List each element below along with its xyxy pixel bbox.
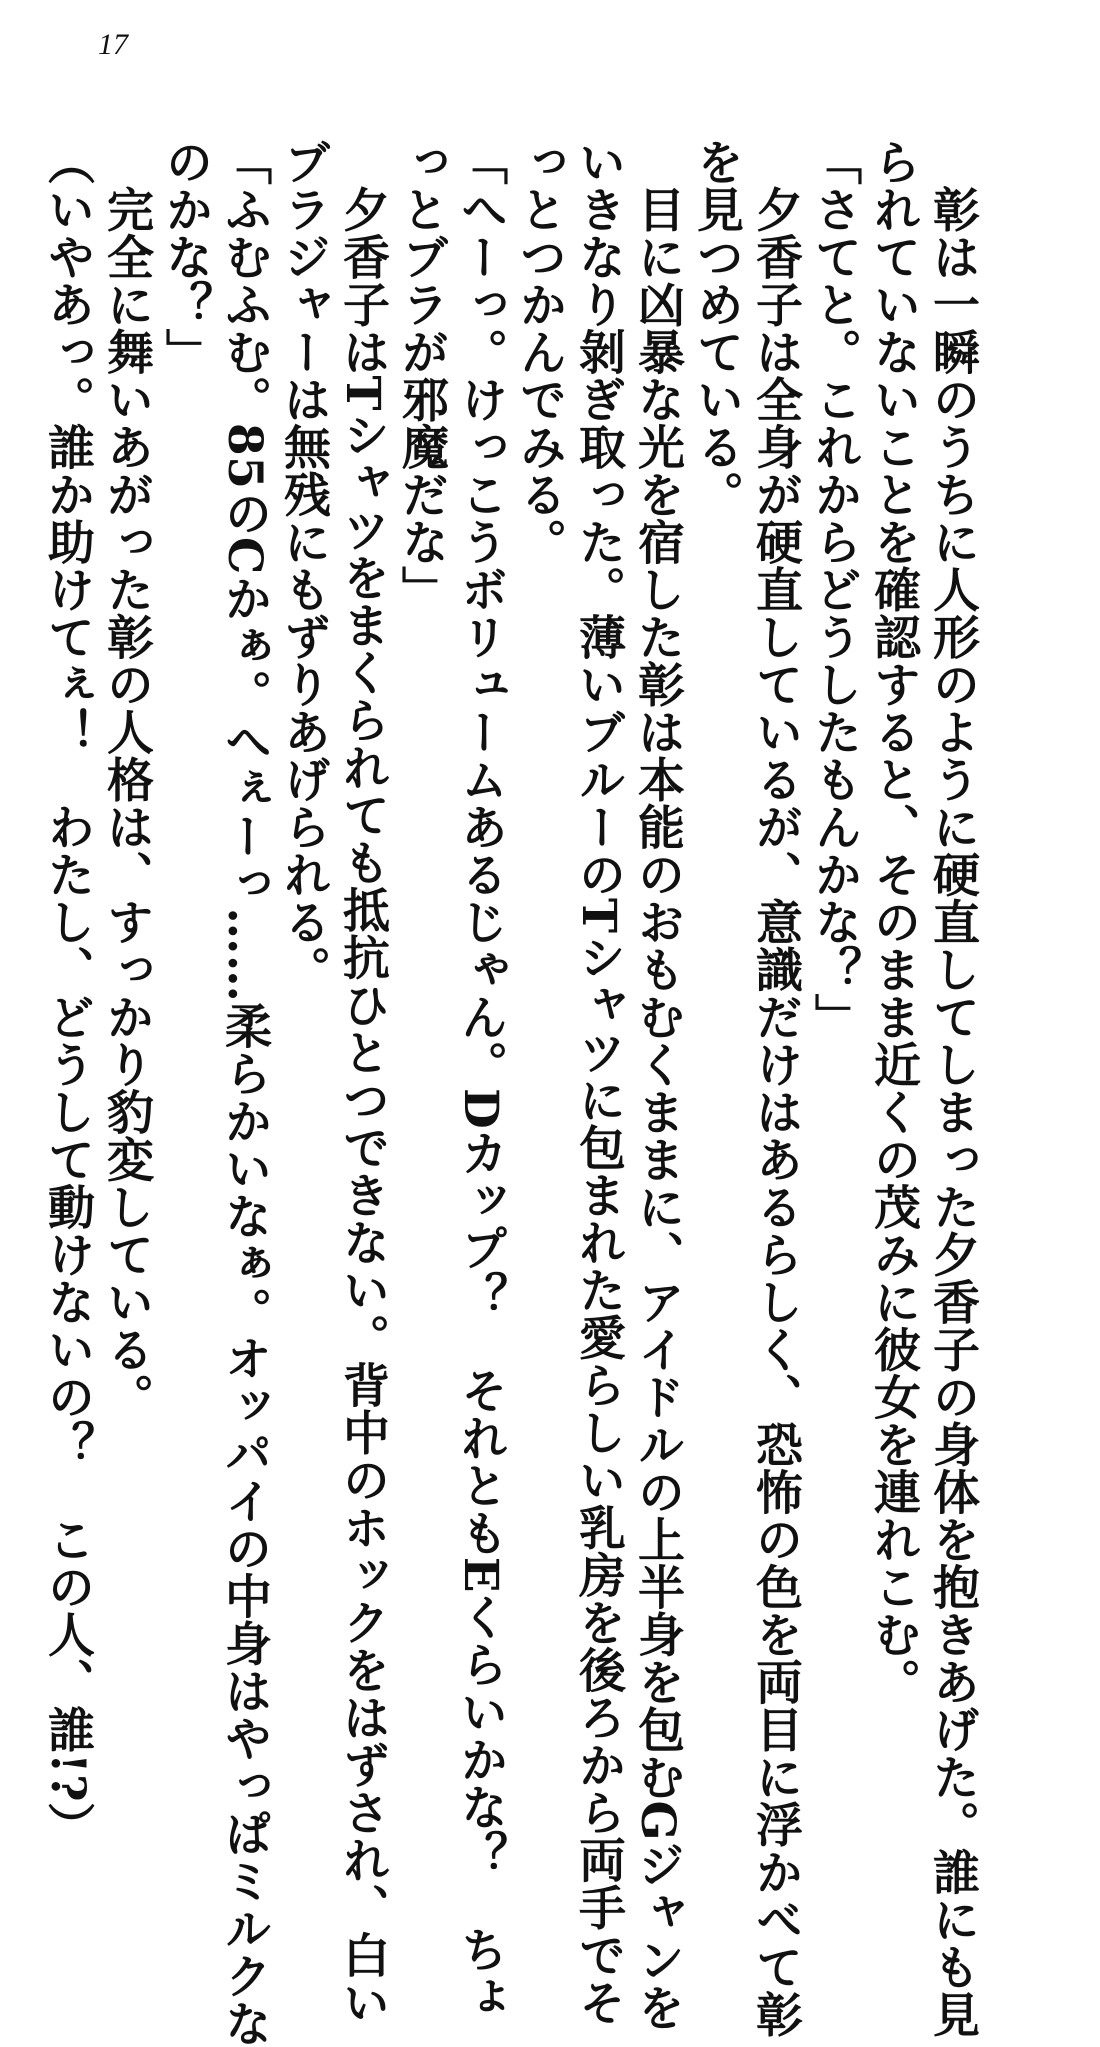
text-line: 完全に舞いあがった彰の人格は、すっかり豹変している。 <box>99 138 154 1421</box>
text-line: っとブラが邪魔だな」 <box>394 138 449 613</box>
text-line: られていないことを確認すると、そのまま近くの茂みに彼女を連れこむ。 <box>866 138 921 1706</box>
text-line: を見つめている。 <box>689 138 744 518</box>
page-number: 17 <box>98 28 128 61</box>
text-line: ブラジャーは無残にもずりあげられる。 <box>276 138 331 993</box>
text-line: いきなり剝ぎ取った。薄いブルーのTシャツに包まれた愛らしい乳房を後ろから両手でそ <box>571 138 626 2026</box>
text-line: 夕香子はTシャツをまくられても抵抗ひとつできない。背中のホックをはずされ、白い <box>335 138 390 2026</box>
text-line: 「ふむふむ。85のCかぁ。へぇーっ……柔らかいなぁ。オッパイの中身はやっぱミルクな <box>217 138 272 2047</box>
novel-text-block <box>38 138 982 2047</box>
text-line: （いやあっ。誰か助けてぇ！ わたし、どうして動けないの？ この人、誰!?） <box>40 138 95 1850</box>
text-line: っとつかんでみる。 <box>512 138 567 566</box>
text-line: 目に凶暴な光を宿した彰は本能のおもむくままに、アイドルの上半身を包むGジャンを <box>630 138 685 2032</box>
text-line: のかな？」 <box>158 138 213 376</box>
text-line: 「さてと。これからどうしたもんかな？」 <box>807 138 862 1041</box>
text-line: 彰は一瞬のうちに人形のように硬直してしまった夕香子の身体を抱きあげた。誰にも見 <box>925 138 980 2038</box>
text-line: 「へーっ。けっこうボリュームあるじゃん。Dカップ？ それともEくらいかな？ ちょ <box>453 138 508 2021</box>
text-line: 夕香子は全身が硬直しているが、意識だけはあるらしく、恐怖の色を両目に浮かべて彰 <box>748 138 803 2038</box>
